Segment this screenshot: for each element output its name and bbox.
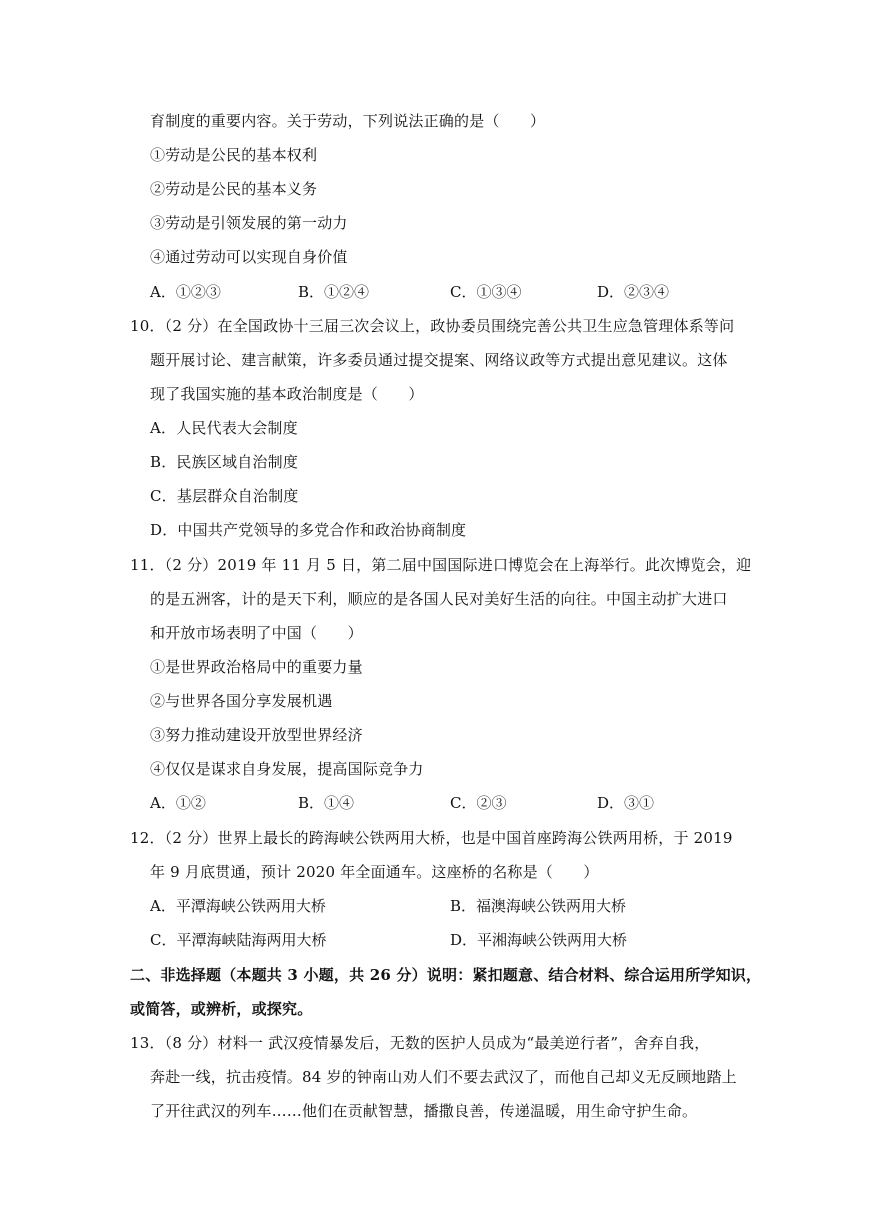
q9-option-d: D．②③④	[597, 283, 670, 301]
q12-option-c: C．平潭海峡陆海两用大桥	[150, 931, 327, 949]
q9-option-b: B．①②④	[298, 283, 370, 301]
q11-option-b: B．①④	[298, 794, 355, 812]
q11-item-3: ③努力推动建设开放型世界经济	[150, 726, 363, 744]
q9-stem-tail: 育制度的重要内容。关于劳动，下列说法正确的是（ ）	[150, 112, 546, 130]
q10-stem-line-3: 现了我国实施的基本政治制度是（ ）	[150, 385, 424, 403]
q11-stem-line-1: 11．（2 分）2019 年 11 月 5 日，第二届中国国际进口博览会在上海举行。此次博览会，迎	[130, 556, 752, 574]
q9-option-c: C．①③④	[450, 283, 522, 301]
q12-stem-line-1: 12．（2 分）世界上最长的跨海峡公铁两用大桥，也是中国首座跨海公铁两用桥，于 2019	[130, 829, 733, 847]
q12-stem-line-2: 年 9 月底贯通，预计 2020 年全面通车。这座桥的名称是（ ）	[150, 863, 599, 881]
q10-option-c: C．基层群众自治制度	[150, 487, 299, 505]
q11-option-c: C．②③	[450, 794, 507, 812]
q10-option-d: D．中国共产党领导的多党合作和政治协商制度	[150, 521, 467, 539]
q13-stem-line-1: 13．（8 分）材料一 武汉疫情暴发后，无数的医护人员成为“最美逆行者”，舍弃自我，	[130, 1034, 710, 1052]
q10-option-b: B．民族区域自治制度	[150, 453, 299, 471]
q9-item-4: ④通过劳动可以实现自身价值	[150, 248, 348, 266]
q11-option-a: A．①②	[150, 794, 206, 812]
q11-item-2: ②与世界各国分享发展机遇	[150, 692, 333, 710]
q12-option-d: D．平湘海峡公铁两用大桥	[450, 931, 628, 949]
q9-item-2: ②劳动是公民的基本义务	[150, 180, 318, 198]
q10-stem-line-1: 10．（2 分）在全国政协十三届三次会议上，政协委员围绕完善公共卫生应急管理体系等问	[130, 317, 735, 335]
q11-item-4: ④仅仅是谋求自身发展，提高国际竞争力	[150, 760, 424, 778]
q11-stem-line-2: 的是五洲客，计的是天下利，顺应的是各国人民对美好生活的向往。中国主动扩大进口	[150, 590, 728, 608]
q10-stem-line-2: 题开展讨论、建言献策，许多委员通过提交提案、网络议政等方式提出意见建议。这体	[150, 351, 728, 369]
q9-item-3: ③劳动是引领发展的第一动力	[150, 214, 348, 232]
q12-option-a: A．平潭海峡公铁两用大桥	[150, 897, 326, 915]
q12-option-b: B．福澳海峡公铁两用大桥	[450, 897, 627, 915]
section-2-heading-line-2: 或简答，或辨析，或探究。	[130, 1000, 313, 1018]
q11-option-d: D．③①	[597, 794, 655, 812]
q13-stem-line-2: 奔赴一线，抗击疫情。84 岁的钟南山劝人们不要去武汉了，而他自己却义无反顾地踏上	[150, 1068, 737, 1086]
section-2-heading-line-1: 二、非选择题（本题共 3 小题，共 26 分）说明：紧扣题意、结合材料、综合运用所学知识，	[130, 966, 762, 984]
q11-item-1: ①是世界政治格局中的重要力量	[150, 658, 363, 676]
q10-option-a: A．人民代表大会制度	[150, 419, 298, 437]
q11-stem-line-3: 和开放市场表明了中国（ ）	[150, 624, 363, 642]
q9-item-1: ①劳动是公民的基本权利	[150, 146, 318, 164]
q9-option-a: A．①②③	[150, 283, 221, 301]
q13-stem-line-3: 了开往武汉的列车……他们在贡献智慧，播撒良善，传递温暖，用生命守护生命。	[150, 1102, 698, 1120]
